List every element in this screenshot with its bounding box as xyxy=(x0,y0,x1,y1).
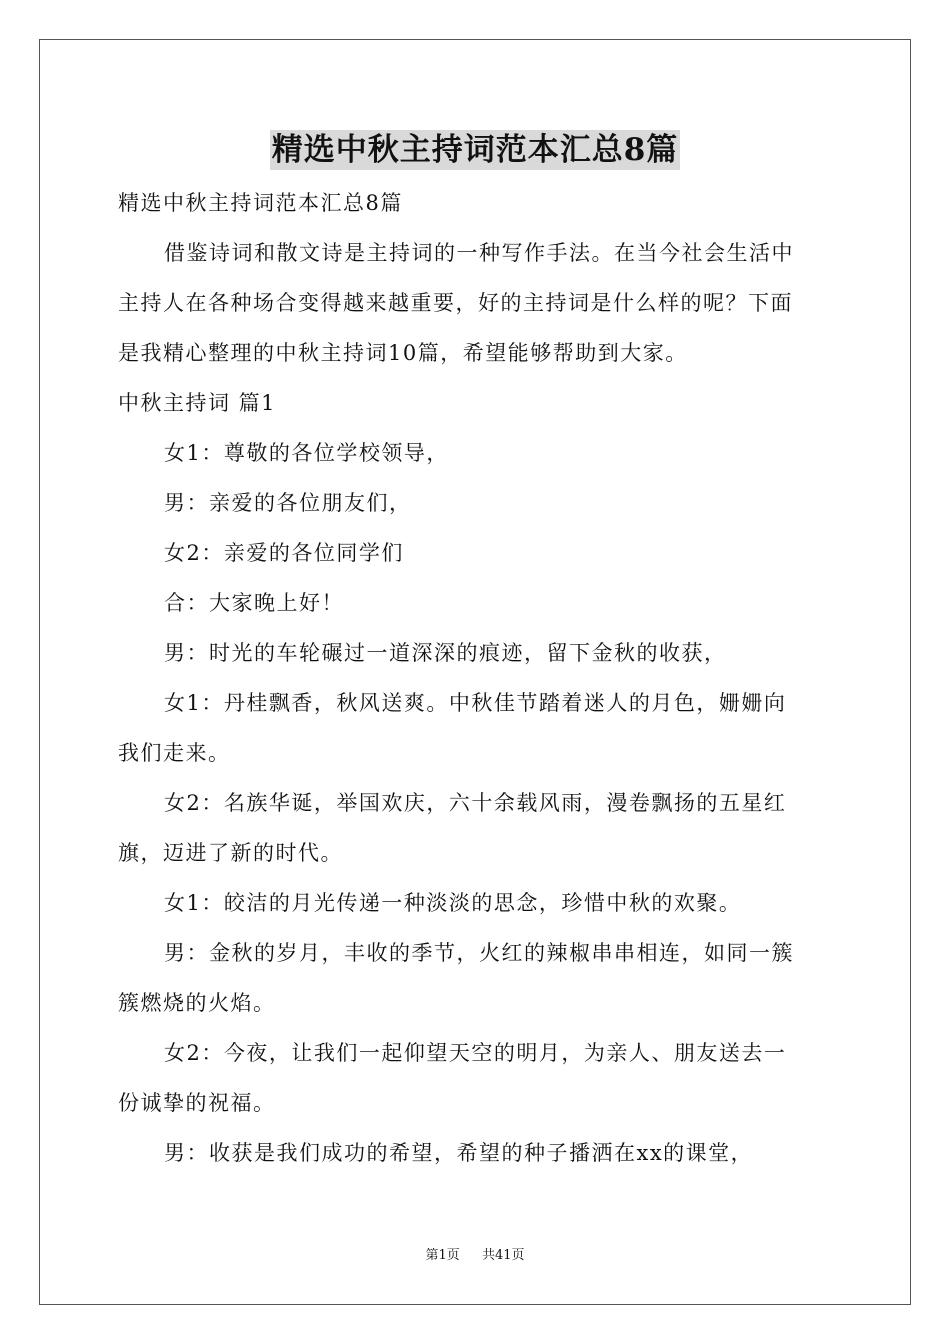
text-line: 主持人在各种场合变得越来越重要，好的主持词是什么样的呢？下面 xyxy=(118,291,793,315)
document-body xyxy=(118,178,834,1178)
text-line: 女1：皎洁的月光传递一种淡淡的思念，珍惜中秋的欢聚。 xyxy=(164,891,742,915)
text-line: 我们走来。 xyxy=(118,741,231,765)
text-line: 男：亲爱的各位朋友们， xyxy=(164,491,412,515)
text-line: 男：收获是我们成功的希望，希望的种子播洒在xx的课堂， xyxy=(164,1141,754,1165)
page-number: 第1页 xyxy=(425,1248,460,1263)
document-title xyxy=(0,122,950,178)
text-line: 女1：丹桂飘香，秋风送爽。中秋佳节踏着迷人的月色，姗姗向 xyxy=(164,691,787,715)
page-total: 共41页 xyxy=(481,1248,525,1263)
text-line: 是我精心整理的中秋主持词10篇，希望能够帮助到大家。 xyxy=(118,341,688,365)
text-line: 女2：亲爱的各位同学们 xyxy=(164,541,404,565)
document-subtitle: 精选中秋主持词范本汇总8篇 xyxy=(118,191,403,215)
text-line: 合：大家晚上好！ xyxy=(164,591,344,615)
document-title-text: 精选中秋主持词范本汇总8篇 xyxy=(271,132,679,168)
text-line: 女2：名族华诞，举国欢庆，六十余载风雨，漫卷飘扬的五星红 xyxy=(164,791,787,815)
text-line: 中秋主持词 篇1 xyxy=(118,391,277,415)
text-line: 女2：今夜，让我们一起仰望天空的明月，为亲人、朋友送去一 xyxy=(164,1041,787,1065)
text-line: 份诚挚的祝福。 xyxy=(118,1091,276,1115)
text-line: 女1：尊敬的各位学校领导， xyxy=(164,441,449,465)
text-line: 旗，迈进了新的时代。 xyxy=(118,841,343,865)
text-line: 借鉴诗词和散文诗是主持词的一种写作手法。在当今社会生活中 xyxy=(164,241,794,265)
text-line: 簇燃烧的火焰。 xyxy=(118,991,276,1015)
text-line: 男：金秋的岁月，丰收的季节，火红的辣椒串串相连，如同一簇 xyxy=(164,941,794,965)
page-footer xyxy=(0,1246,950,1266)
text-line: 男：时光的车轮碾过一道深深的痕迹，留下金秋的收获， xyxy=(164,641,727,665)
